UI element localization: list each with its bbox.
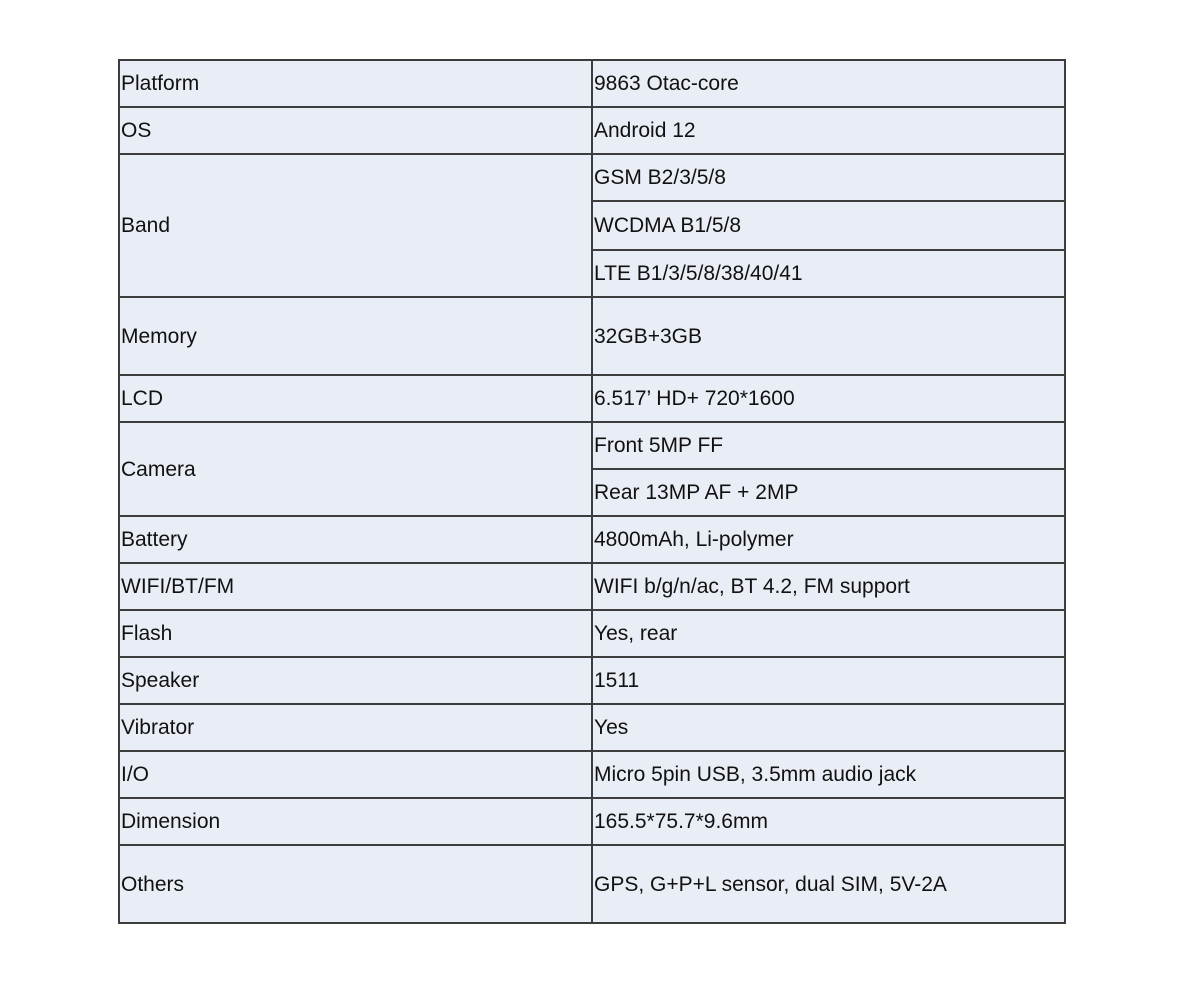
spec-key: WIFI/BT/FM <box>119 563 592 610</box>
table-row <box>119 704 1065 751</box>
table-row <box>119 154 1065 201</box>
table-row <box>119 845 1065 923</box>
table-row <box>119 107 1065 154</box>
spec-value: 9863 Otac-core <box>592 60 1065 107</box>
table-row <box>119 798 1065 845</box>
spec-table <box>118 59 1066 924</box>
table-row <box>119 422 1065 469</box>
spec-value: WIFI b/g/n/ac, BT 4.2, FM support <box>592 563 1065 610</box>
spec-value: Rear 13MP AF + 2MP <box>592 469 1065 516</box>
spec-value: GSM B2/3/5/8 <box>592 154 1065 201</box>
spec-value: 32GB+3GB <box>592 297 1065 375</box>
spec-key: OS <box>119 107 592 154</box>
spec-value: Android 12 <box>592 107 1065 154</box>
table-row <box>119 751 1065 798</box>
spec-key: Battery <box>119 516 592 563</box>
spec-key: Platform <box>119 60 592 107</box>
table-row <box>119 60 1065 107</box>
spec-key: I/O <box>119 751 592 798</box>
spec-key: Speaker <box>119 657 592 704</box>
spec-value: Front 5MP FF <box>592 422 1065 469</box>
table-row <box>119 297 1065 375</box>
spec-key: Dimension <box>119 798 592 845</box>
spec-value: Micro 5pin USB, 3.5mm audio jack <box>592 751 1065 798</box>
spec-value: 1511 <box>592 657 1065 704</box>
spec-value: Yes <box>592 704 1065 751</box>
spec-value: 165.5*75.7*9.6mm <box>592 798 1065 845</box>
spec-key: Flash <box>119 610 592 657</box>
spec-value: Yes, rear <box>592 610 1065 657</box>
spec-key: Memory <box>119 297 592 375</box>
table-row <box>119 610 1065 657</box>
spec-value: 6.517’ HD+ 720*1600 <box>592 375 1065 422</box>
spec-key: Vibrator <box>119 704 592 751</box>
spec-value: 4800mAh, Li-polymer <box>592 516 1065 563</box>
table-row <box>119 375 1065 422</box>
spec-key: Others <box>119 845 592 923</box>
spec-value: WCDMA B1/5/8 <box>592 201 1065 250</box>
spec-key: Camera <box>119 422 592 516</box>
spec-key: Band <box>119 154 592 297</box>
spec-value: GPS, G+P+L sensor, dual SIM, 5V-2A <box>592 845 1065 923</box>
spec-value: LTE B1/3/5/8/38/40/41 <box>592 250 1065 297</box>
table-row <box>119 516 1065 563</box>
table-row <box>119 563 1065 610</box>
spec-key: LCD <box>119 375 592 422</box>
table-row <box>119 657 1065 704</box>
